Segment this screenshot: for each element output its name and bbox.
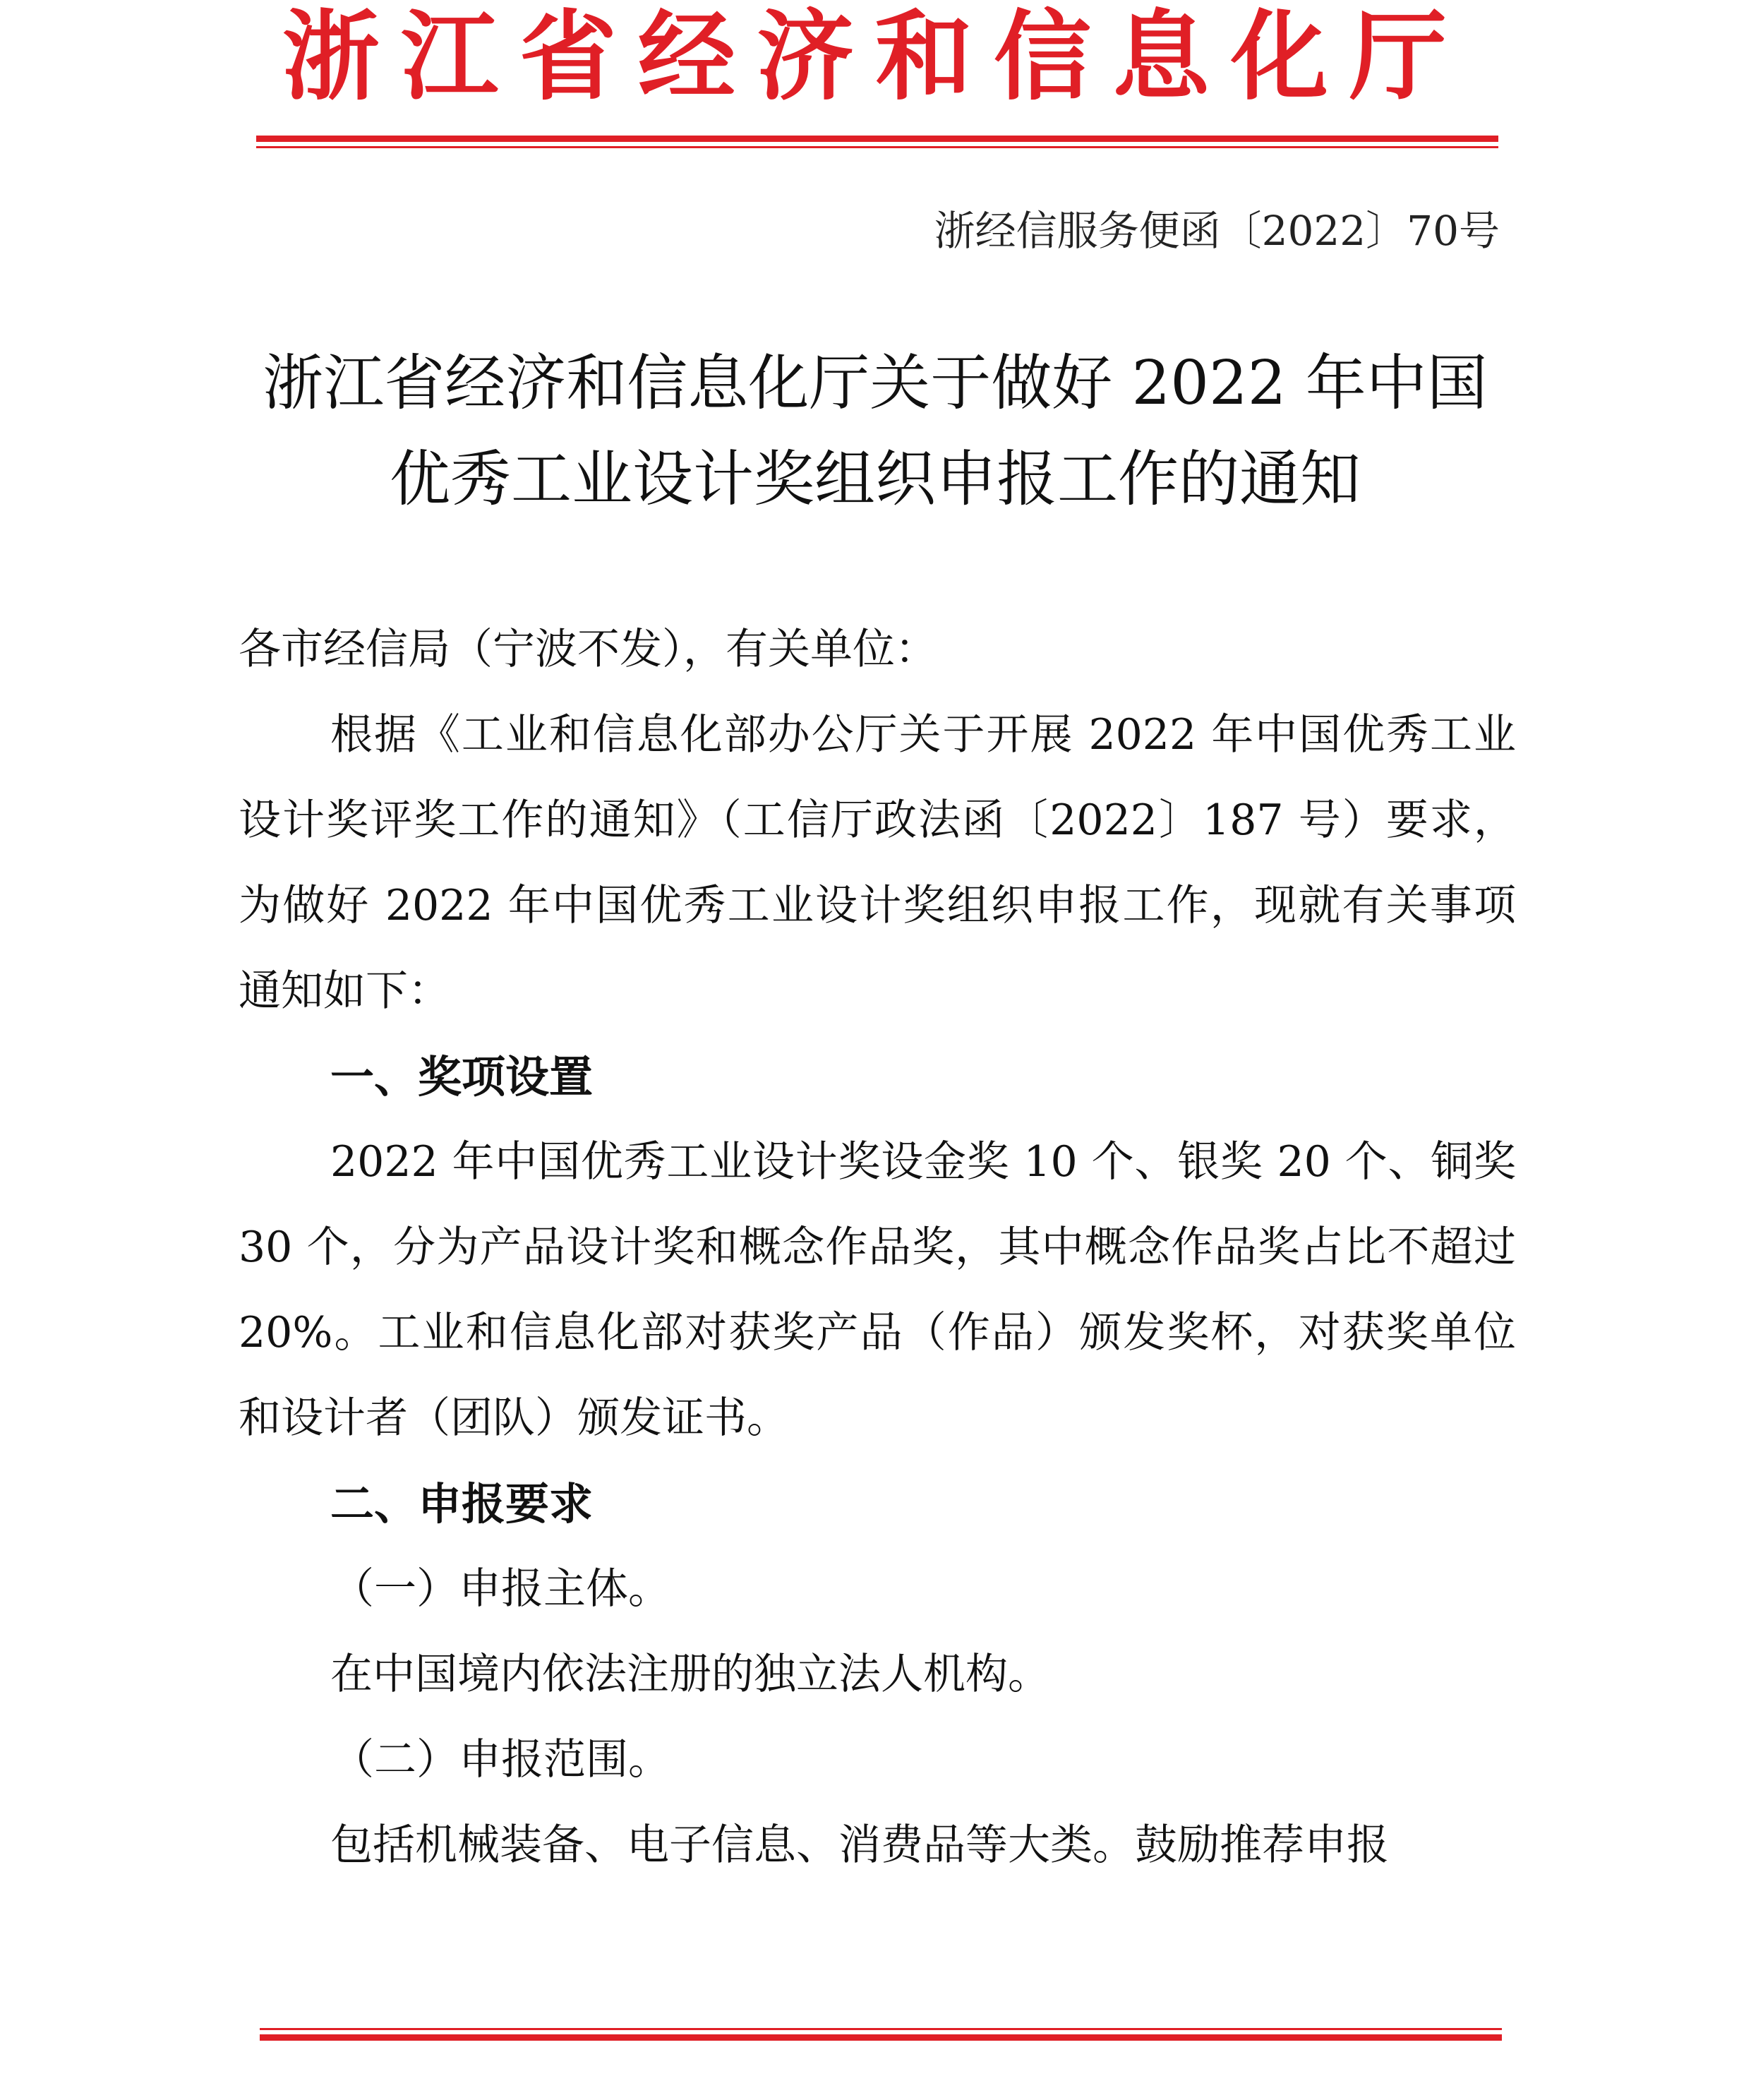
document-number: 浙经信服务便函〔2022〕70号 <box>934 207 1500 255</box>
awards-paragraph: 2022 年中国优秀工业设计奖设金奖 10 个、银奖 20 个、铜奖 30 个，分为产品设计奖和概念作品奖，其中概念作品奖占比不超过 20%。工业和信息化部对获奖产品（作品）颁发奖杯，对获奖单位和设计者（团队）颁发证书。 <box>239 1137 1516 1443</box>
subheading-applicant: （一）申报主体。 <box>332 1564 670 1614</box>
title-line-2: 优秀工业设计奖组织申报工作的通知 <box>390 444 1361 515</box>
letterhead-rule-thick <box>256 136 1498 142</box>
footer-rule-thin <box>260 2028 1502 2030</box>
title-line-1: 浙江省经济和信息化厅关于做好 2022 年中国 <box>263 348 1488 419</box>
document-title <box>212 335 1539 527</box>
applicant-text: 在中国境内依法注册的独立法人机构。 <box>330 1650 1050 1699</box>
salutation: 各市经信局（宁波不发），有关单位： <box>239 625 937 674</box>
footer-rule-thick <box>260 2034 1502 2041</box>
scope-text: 包括机械装备、电子信息、消费品等大类。鼓励推荐申报 <box>330 1820 1389 1870</box>
letterhead-rule-thin <box>256 146 1498 148</box>
section-heading-awards: 一、奖项设置 <box>330 1051 594 1103</box>
subheading-scope: （二）申报范围。 <box>332 1735 670 1784</box>
intro-paragraph: 根据《工业和信息化部办公厅关于开展 2022 年中国优秀工业设计奖评奖工作的通知》（工信厅政法函〔2022〕187 号）要求，为做好 2022 年中国优秀工业设计奖组织申报工作，现就有关事项通知如下： <box>239 710 1516 1016</box>
section-heading-requirements: 二、申报要求 <box>330 1478 594 1530</box>
letterhead-title: 浙江省经济和信息化厅 <box>282 0 1468 114</box>
